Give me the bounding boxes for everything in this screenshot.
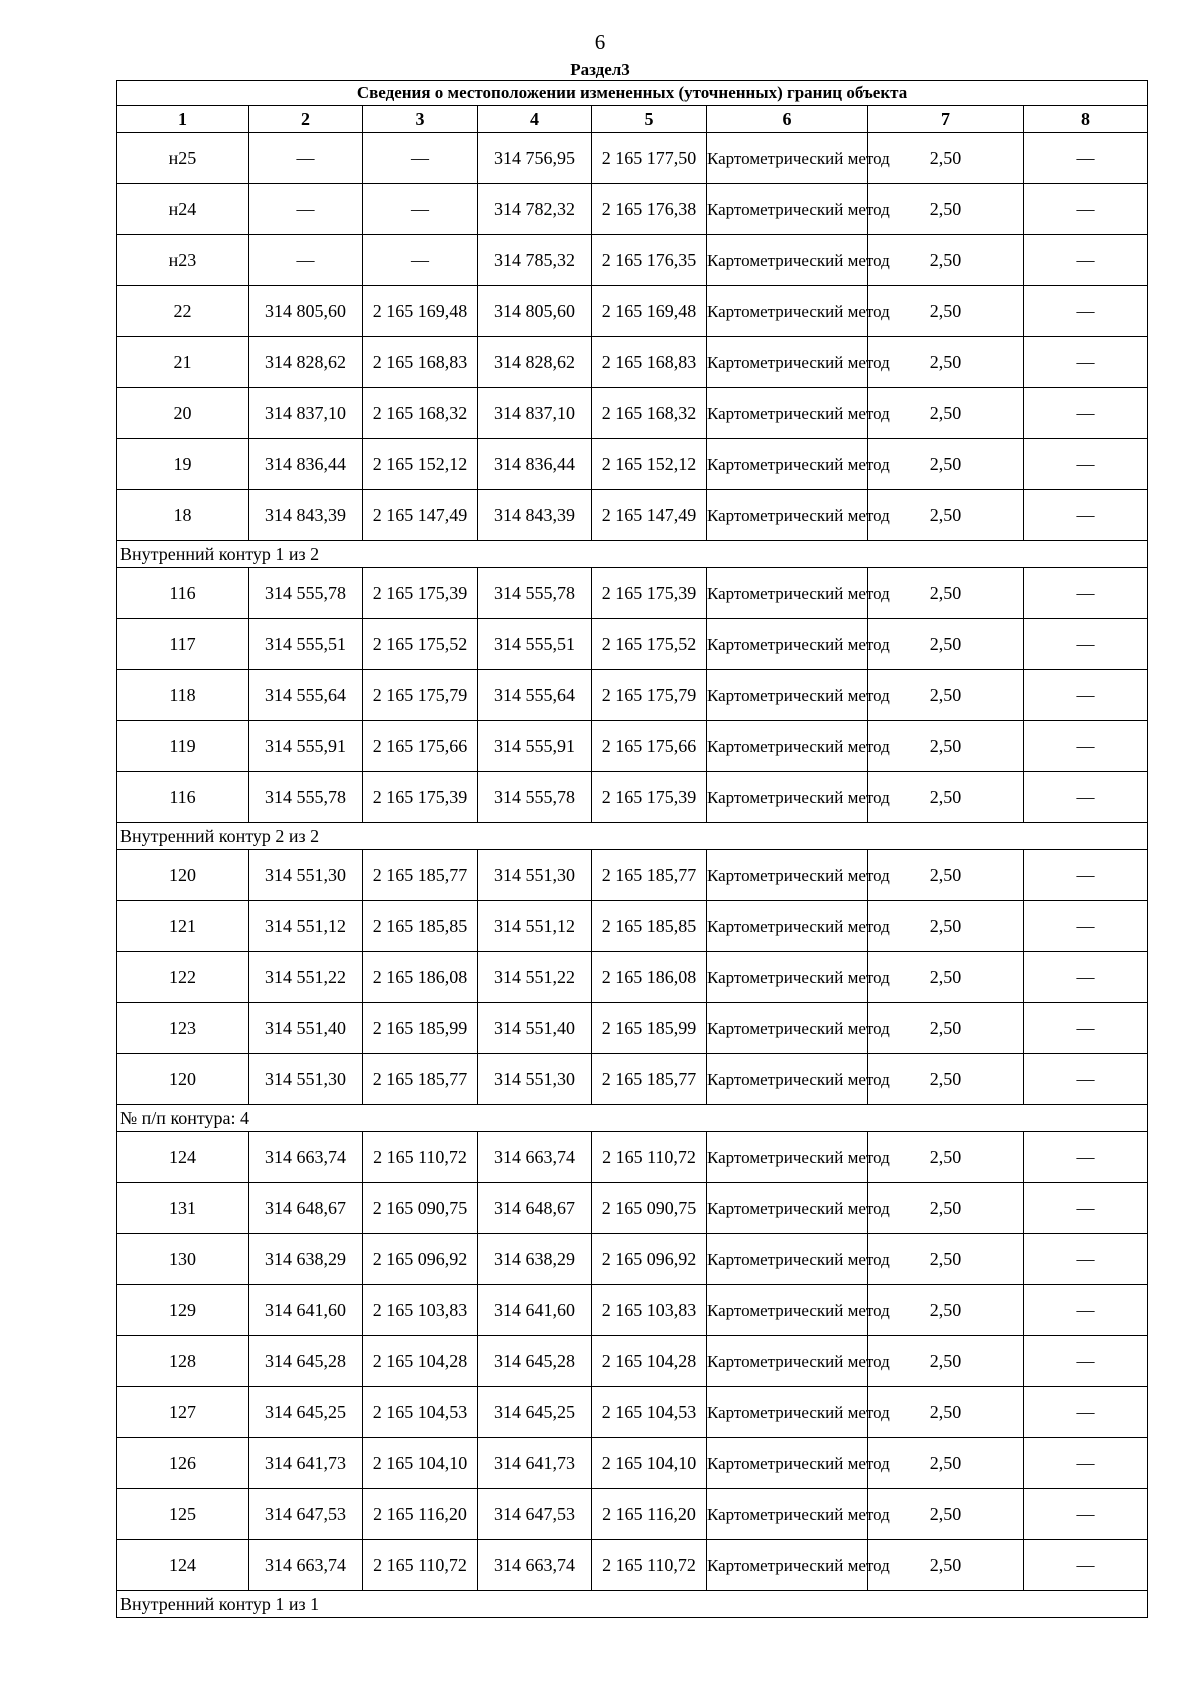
table-row: [117, 286, 1148, 337]
description-cell: —: [1024, 337, 1148, 388]
method-cell: Картометрический метод: [707, 568, 868, 619]
y-new-cell: 2 165 104,28: [592, 1336, 707, 1387]
description-cell: —: [1024, 1438, 1148, 1489]
page-number: 6: [594, 30, 606, 54]
x-old-cell: 314 555,51: [249, 619, 363, 670]
point-number-cell: 130: [117, 1234, 249, 1285]
y-old-cell: 2 165 110,72: [363, 1132, 478, 1183]
y-new-cell: 2 165 110,72: [592, 1540, 707, 1591]
table-body: [117, 81, 1148, 1618]
description-cell: —: [1024, 388, 1148, 439]
y-new-cell: 2 165 176,35: [592, 235, 707, 286]
accuracy-cell: 2,50: [868, 1054, 1024, 1105]
x-new-cell: 314 828,62: [478, 337, 592, 388]
accuracy-cell: 2,50: [868, 1489, 1024, 1540]
description-cell: —: [1024, 1336, 1148, 1387]
y-old-cell: 2 165 169,48: [363, 286, 478, 337]
x-old-cell: 314 551,22: [249, 952, 363, 1003]
y-new-cell: 2 165 104,10: [592, 1438, 707, 1489]
table-row: [117, 772, 1148, 823]
point-number-cell: 126: [117, 1438, 249, 1489]
y-new-cell: 2 165 096,92: [592, 1234, 707, 1285]
section-title: Раздел3: [570, 60, 630, 79]
description-cell: —: [1024, 568, 1148, 619]
method-cell: Картометрический метод: [707, 286, 868, 337]
method-cell: Картометрический метод: [707, 439, 868, 490]
y-old-cell: 2 165 175,39: [363, 772, 478, 823]
x-old-cell: 314 647,53: [249, 1489, 363, 1540]
method-cell: Картометрический метод: [707, 772, 868, 823]
method-cell: Картометрический метод: [707, 721, 868, 772]
x-old-cell: —: [249, 133, 363, 184]
method-cell: Картометрический метод: [707, 388, 868, 439]
x-old-cell: 314 555,78: [249, 772, 363, 823]
x-old-cell: 314 828,62: [249, 337, 363, 388]
table-row: [117, 1336, 1148, 1387]
x-new-cell: 314 648,67: [478, 1183, 592, 1234]
description-cell: —: [1024, 1183, 1148, 1234]
x-old-cell: 314 843,39: [249, 490, 363, 541]
accuracy-cell: 2,50: [868, 1132, 1024, 1183]
description-cell: —: [1024, 772, 1148, 823]
y-new-cell: 2 165 185,85: [592, 901, 707, 952]
description-cell: —: [1024, 1489, 1148, 1540]
x-old-cell: —: [249, 235, 363, 286]
accuracy-cell: 2,50: [868, 901, 1024, 952]
table-row: [117, 184, 1148, 235]
description-cell: —: [1024, 1054, 1148, 1105]
point-number-cell: 117: [117, 619, 249, 670]
y-new-cell: 2 165 147,49: [592, 490, 707, 541]
y-old-cell: 2 165 168,83: [363, 337, 478, 388]
x-new-cell: 314 551,22: [478, 952, 592, 1003]
description-cell: —: [1024, 1132, 1148, 1183]
y-old-cell: —: [363, 235, 478, 286]
accuracy-cell: 2,50: [868, 1387, 1024, 1438]
y-old-cell: 2 165 104,28: [363, 1336, 478, 1387]
x-new-cell: 314 663,74: [478, 1540, 592, 1591]
x-new-cell: 314 638,29: [478, 1234, 592, 1285]
x-new-cell: 314 551,40: [478, 1003, 592, 1054]
accuracy-cell: 2,50: [868, 1003, 1024, 1054]
table-row: [117, 670, 1148, 721]
accuracy-cell: 2,50: [868, 1234, 1024, 1285]
method-cell: Картометрический метод: [707, 337, 868, 388]
point-number-cell: 122: [117, 952, 249, 1003]
point-number-cell: 119: [117, 721, 249, 772]
y-old-cell: 2 165 116,20: [363, 1489, 478, 1540]
accuracy-cell: 2,50: [868, 388, 1024, 439]
description-cell: —: [1024, 721, 1148, 772]
method-cell: Картометрический метод: [707, 1132, 868, 1183]
description-cell: —: [1024, 1003, 1148, 1054]
x-new-cell: 314 663,74: [478, 1132, 592, 1183]
table-row: [117, 952, 1148, 1003]
y-new-cell: 2 165 152,12: [592, 439, 707, 490]
y-new-cell: 2 165 175,39: [592, 772, 707, 823]
y-old-cell: 2 165 152,12: [363, 439, 478, 490]
accuracy-cell: 2,50: [868, 184, 1024, 235]
description-cell: —: [1024, 490, 1148, 541]
point-number-cell: 21: [117, 337, 249, 388]
method-cell: Картометрический метод: [707, 670, 868, 721]
point-number-cell: 131: [117, 1183, 249, 1234]
x-old-cell: 314 648,67: [249, 1183, 363, 1234]
description-cell: —: [1024, 619, 1148, 670]
column-number: 7: [868, 106, 1024, 133]
y-old-cell: 2 165 185,77: [363, 850, 478, 901]
y-old-cell: 2 165 175,66: [363, 721, 478, 772]
accuracy-cell: 2,50: [868, 1183, 1024, 1234]
point-number-cell: 121: [117, 901, 249, 952]
y-old-cell: 2 165 104,53: [363, 1387, 478, 1438]
column-number-row: [117, 106, 1148, 133]
method-cell: Картометрический метод: [707, 235, 868, 286]
point-number-cell: 19: [117, 439, 249, 490]
table-row: [117, 1387, 1148, 1438]
x-new-cell: 314 647,53: [478, 1489, 592, 1540]
point-number-cell: н24: [117, 184, 249, 235]
column-number: 2: [249, 106, 363, 133]
y-new-cell: 2 165 116,20: [592, 1489, 707, 1540]
description-cell: —: [1024, 286, 1148, 337]
accuracy-cell: 2,50: [868, 670, 1024, 721]
table-row: [117, 235, 1148, 286]
table-row: [117, 388, 1148, 439]
contour-label: Внутренний контур 1 из 2: [117, 541, 1148, 568]
method-cell: Картометрический метод: [707, 1183, 868, 1234]
column-number: 8: [1024, 106, 1148, 133]
accuracy-cell: 2,50: [868, 1438, 1024, 1489]
y-new-cell: 2 165 169,48: [592, 286, 707, 337]
method-cell: Картометрический метод: [707, 1054, 868, 1105]
x-new-cell: 314 555,64: [478, 670, 592, 721]
method-cell: Картометрический метод: [707, 1540, 868, 1591]
description-cell: —: [1024, 133, 1148, 184]
contour-separator-row: [117, 1105, 1148, 1132]
y-new-cell: 2 165 185,77: [592, 1054, 707, 1105]
x-old-cell: 314 663,74: [249, 1540, 363, 1591]
table-row: [117, 1540, 1148, 1591]
point-number-cell: 116: [117, 772, 249, 823]
accuracy-cell: 2,50: [868, 568, 1024, 619]
x-old-cell: 314 551,30: [249, 1054, 363, 1105]
point-number-cell: 124: [117, 1540, 249, 1591]
table-row: [117, 901, 1148, 952]
x-old-cell: 314 663,74: [249, 1132, 363, 1183]
point-number-cell: 128: [117, 1336, 249, 1387]
point-number-cell: 127: [117, 1387, 249, 1438]
method-cell: Картометрический метод: [707, 184, 868, 235]
contour-label: Внутренний контур 1 из 1: [117, 1591, 1148, 1618]
y-old-cell: 2 165 104,10: [363, 1438, 478, 1489]
y-old-cell: 2 165 147,49: [363, 490, 478, 541]
y-new-cell: 2 165 186,08: [592, 952, 707, 1003]
point-number-cell: 18: [117, 490, 249, 541]
table-row: [117, 1438, 1148, 1489]
y-old-cell: 2 165 110,72: [363, 1540, 478, 1591]
accuracy-cell: 2,50: [868, 490, 1024, 541]
x-new-cell: 314 785,32: [478, 235, 592, 286]
contour-label: Внутренний контур 2 из 2: [117, 823, 1148, 850]
accuracy-cell: 2,50: [868, 235, 1024, 286]
x-new-cell: 314 641,60: [478, 1285, 592, 1336]
table-row: [117, 721, 1148, 772]
description-cell: —: [1024, 1285, 1148, 1336]
y-new-cell: 2 165 103,83: [592, 1285, 707, 1336]
x-new-cell: 314 836,44: [478, 439, 592, 490]
contour-label: № п/п контура: 4: [117, 1105, 1148, 1132]
x-new-cell: 314 555,91: [478, 721, 592, 772]
column-number: 5: [592, 106, 707, 133]
x-new-cell: 314 551,30: [478, 1054, 592, 1105]
x-old-cell: 314 645,25: [249, 1387, 363, 1438]
accuracy-cell: 2,50: [868, 439, 1024, 490]
point-number-cell: 118: [117, 670, 249, 721]
contour-separator-row: [117, 823, 1148, 850]
method-cell: Картометрический метод: [707, 1003, 868, 1054]
y-old-cell: —: [363, 184, 478, 235]
y-old-cell: 2 165 168,32: [363, 388, 478, 439]
y-old-cell: 2 165 185,77: [363, 1054, 478, 1105]
table-row: [117, 490, 1148, 541]
description-cell: —: [1024, 901, 1148, 952]
point-number-cell: 124: [117, 1132, 249, 1183]
y-new-cell: 2 165 176,38: [592, 184, 707, 235]
column-number: 1: [117, 106, 249, 133]
method-cell: Картометрический метод: [707, 1234, 868, 1285]
y-old-cell: 2 165 103,83: [363, 1285, 478, 1336]
x-old-cell: 314 555,64: [249, 670, 363, 721]
table-row: [117, 568, 1148, 619]
table-row: [117, 1285, 1148, 1336]
x-new-cell: 314 555,78: [478, 772, 592, 823]
coordinates-table: [116, 80, 1148, 1618]
accuracy-cell: 2,50: [868, 337, 1024, 388]
contour-separator-row: [117, 541, 1148, 568]
accuracy-cell: 2,50: [868, 952, 1024, 1003]
y-new-cell: 2 165 168,32: [592, 388, 707, 439]
method-cell: Картометрический метод: [707, 952, 868, 1003]
table-row: [117, 1183, 1148, 1234]
table-caption-row: [117, 81, 1148, 106]
accuracy-cell: 2,50: [868, 772, 1024, 823]
y-new-cell: 2 165 175,66: [592, 721, 707, 772]
x-new-cell: 314 645,28: [478, 1336, 592, 1387]
table-caption: Сведения о местоположении измененных (уточненных) границ объекта: [117, 81, 1148, 106]
x-new-cell: 314 837,10: [478, 388, 592, 439]
point-number-cell: 123: [117, 1003, 249, 1054]
method-cell: Картометрический метод: [707, 490, 868, 541]
accuracy-cell: 2,50: [868, 1285, 1024, 1336]
description-cell: —: [1024, 439, 1148, 490]
column-number: 3: [363, 106, 478, 133]
x-new-cell: 314 756,95: [478, 133, 592, 184]
table-row: [117, 1003, 1148, 1054]
method-cell: Картометрический метод: [707, 1336, 868, 1387]
description-cell: —: [1024, 235, 1148, 286]
y-new-cell: 2 165 104,53: [592, 1387, 707, 1438]
x-old-cell: 314 836,44: [249, 439, 363, 490]
point-number-cell: 116: [117, 568, 249, 619]
point-number-cell: 129: [117, 1285, 249, 1336]
accuracy-cell: 2,50: [868, 850, 1024, 901]
description-cell: —: [1024, 670, 1148, 721]
y-new-cell: 2 165 110,72: [592, 1132, 707, 1183]
y-old-cell: 2 165 185,99: [363, 1003, 478, 1054]
x-old-cell: 314 551,30: [249, 850, 363, 901]
y-new-cell: 2 165 175,79: [592, 670, 707, 721]
y-old-cell: —: [363, 133, 478, 184]
description-cell: —: [1024, 1540, 1148, 1591]
x-old-cell: 314 641,73: [249, 1438, 363, 1489]
point-number-cell: н25: [117, 133, 249, 184]
y-new-cell: 2 165 168,83: [592, 337, 707, 388]
table-row: [117, 1489, 1148, 1540]
description-cell: —: [1024, 850, 1148, 901]
y-old-cell: 2 165 090,75: [363, 1183, 478, 1234]
method-cell: Картометрический метод: [707, 619, 868, 670]
table-row: [117, 337, 1148, 388]
y-new-cell: 2 165 175,52: [592, 619, 707, 670]
y-old-cell: 2 165 175,52: [363, 619, 478, 670]
table-row: [117, 133, 1148, 184]
table-row: [117, 439, 1148, 490]
x-new-cell: 314 555,51: [478, 619, 592, 670]
method-cell: Картометрический метод: [707, 1489, 868, 1540]
y-new-cell: 2 165 175,39: [592, 568, 707, 619]
x-old-cell: 314 555,91: [249, 721, 363, 772]
x-old-cell: 314 551,12: [249, 901, 363, 952]
accuracy-cell: 2,50: [868, 1540, 1024, 1591]
x-old-cell: 314 638,29: [249, 1234, 363, 1285]
column-number: 4: [478, 106, 592, 133]
x-new-cell: 314 555,78: [478, 568, 592, 619]
description-cell: —: [1024, 184, 1148, 235]
table-row: [117, 619, 1148, 670]
method-cell: Картометрический метод: [707, 1285, 868, 1336]
x-old-cell: 314 837,10: [249, 388, 363, 439]
point-number-cell: 120: [117, 1054, 249, 1105]
method-cell: Картометрический метод: [707, 901, 868, 952]
method-cell: Картометрический метод: [707, 850, 868, 901]
accuracy-cell: 2,50: [868, 1336, 1024, 1387]
y-new-cell: 2 165 185,99: [592, 1003, 707, 1054]
point-number-cell: 125: [117, 1489, 249, 1540]
accuracy-cell: 2,50: [868, 286, 1024, 337]
method-cell: Картометрический метод: [707, 133, 868, 184]
x-new-cell: 314 641,73: [478, 1438, 592, 1489]
y-new-cell: 2 165 185,77: [592, 850, 707, 901]
description-cell: —: [1024, 1234, 1148, 1285]
y-old-cell: 2 165 185,85: [363, 901, 478, 952]
x-new-cell: 314 782,32: [478, 184, 592, 235]
x-old-cell: 314 641,60: [249, 1285, 363, 1336]
method-cell: Картометрический метод: [707, 1438, 868, 1489]
column-number: 6: [707, 106, 868, 133]
x-old-cell: 314 551,40: [249, 1003, 363, 1054]
point-number-cell: 22: [117, 286, 249, 337]
x-old-cell: 314 645,28: [249, 1336, 363, 1387]
x-new-cell: 314 645,25: [478, 1387, 592, 1438]
x-new-cell: 314 843,39: [478, 490, 592, 541]
point-number-cell: 20: [117, 388, 249, 439]
y-new-cell: 2 165 090,75: [592, 1183, 707, 1234]
x-new-cell: 314 551,12: [478, 901, 592, 952]
point-number-cell: 120: [117, 850, 249, 901]
accuracy-cell: 2,50: [868, 721, 1024, 772]
accuracy-cell: 2,50: [868, 619, 1024, 670]
y-old-cell: 2 165 186,08: [363, 952, 478, 1003]
table-row: [117, 1132, 1148, 1183]
x-old-cell: 314 555,78: [249, 568, 363, 619]
point-number-cell: н23: [117, 235, 249, 286]
x-old-cell: —: [249, 184, 363, 235]
y-new-cell: 2 165 177,50: [592, 133, 707, 184]
table-row: [117, 850, 1148, 901]
accuracy-cell: 2,50: [868, 133, 1024, 184]
x-old-cell: 314 805,60: [249, 286, 363, 337]
x-new-cell: 314 805,60: [478, 286, 592, 337]
description-cell: —: [1024, 1387, 1148, 1438]
y-old-cell: 2 165 175,79: [363, 670, 478, 721]
table-row: [117, 1234, 1148, 1285]
table-row: [117, 1054, 1148, 1105]
description-cell: —: [1024, 952, 1148, 1003]
x-new-cell: 314 551,30: [478, 850, 592, 901]
method-cell: Картометрический метод: [707, 1387, 868, 1438]
y-old-cell: 2 165 175,39: [363, 568, 478, 619]
contour-separator-row: [117, 1591, 1148, 1618]
y-old-cell: 2 165 096,92: [363, 1234, 478, 1285]
